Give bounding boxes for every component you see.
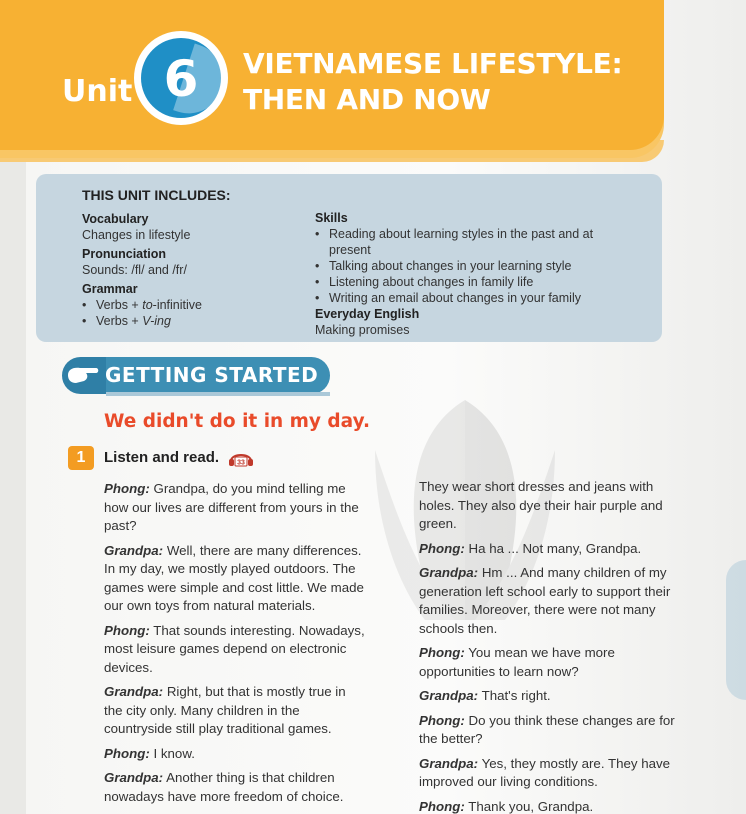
skills-label: Skills xyxy=(315,211,348,225)
dialogue-line: Phong: Thank you, Grandpa. xyxy=(419,798,594,814)
task-number-badge: 1 xyxy=(68,446,94,470)
unit-title xyxy=(243,46,622,118)
skills-item: • Talking about changes in your learning style xyxy=(315,258,615,274)
dialogue-line: Phong: That sounds interesting. Nowadays, most leisure games depend on electronic devices. xyxy=(104,622,365,675)
unit-word: Unit xyxy=(62,74,133,109)
dialogue-line: Grandpa: Hm ... And many children of my generation left school early to support their families. Moreover, there were not many schools then. xyxy=(419,565,671,636)
dialogue-line: Grandpa: Right, but that is mostly true in the city only. Many children in the countryside still play traditional games. xyxy=(104,684,346,736)
getting-started-label: GETTING STARTED xyxy=(105,363,319,387)
dialogue-line: Grandpa: That's right. xyxy=(419,688,551,703)
audio-track-icon[interactable] xyxy=(228,449,254,467)
vocabulary-section xyxy=(82,211,190,243)
includes-heading: THIS UNIT INCLUDES: xyxy=(82,187,231,203)
vocabulary-label: Vocabulary xyxy=(82,212,149,226)
everyday-english-label: Everyday English xyxy=(315,307,420,321)
skills-item: • Reading about learning styles in the past and at present xyxy=(315,226,615,258)
skills-item: • Writing an email about changes in your family xyxy=(315,290,615,306)
dialogue-line: Grandpa: Well, there are many differences. In my day, we mostly played outdoors. The games were simple and cost little. We made our own toys from natural materials. xyxy=(104,542,364,613)
grammar-section xyxy=(82,281,202,329)
dialogue-line: Grandpa: Yes, they mostly are. They have improved our living conditions. xyxy=(419,755,671,789)
grammar-item: • Verbs + V-ing xyxy=(82,313,202,329)
dialogue-line: Phong: Grandpa, do you mind telling me how our lives are different from yours in the past? xyxy=(104,481,359,533)
dialogue-line: They wear short dresses and jeans with holes. They also dye their hair purple and green. xyxy=(419,479,663,531)
dialogue-line: Phong: You mean we have more opportunities to learn now? xyxy=(419,645,615,679)
skills-section xyxy=(315,210,615,338)
grammar-item: • Verbs + to-infinitive xyxy=(82,297,202,313)
unit-number-badge xyxy=(134,31,228,125)
skills-item: • Listening about changes in family life xyxy=(315,274,615,290)
dialogue-right-column xyxy=(419,478,681,814)
audio-track-number: 33 xyxy=(237,459,245,467)
task-instruction: Listen and read. xyxy=(104,449,220,466)
grammar-label: Grammar xyxy=(82,282,138,296)
dialogue-line: Phong: Ha ha ... Not many, Grandpa. xyxy=(419,540,642,556)
pointing-hand-icon xyxy=(66,365,100,385)
dialogue-line: Grandpa: Another thing is that children nowadays have more freedom of choice. xyxy=(104,770,344,804)
dialogue-left-column xyxy=(104,480,366,812)
page-edge-decoration xyxy=(726,560,746,700)
dialogue-line: Phong: I know. xyxy=(104,745,195,761)
everyday-english-value: Making promises xyxy=(315,323,410,337)
getting-started-banner xyxy=(62,357,330,394)
lesson-subtitle: We didn't do it in my day. xyxy=(104,411,370,432)
unit-number: 6 xyxy=(141,38,221,118)
pronunciation-label: Pronunciation xyxy=(82,247,167,261)
pronunciation-value: Sounds: /fl/ and /fr/ xyxy=(82,263,187,277)
pronunciation-section xyxy=(82,246,187,278)
unit-title-line2: THEN AND NOW xyxy=(243,83,491,116)
vocabulary-value: Changes in lifestyle xyxy=(82,228,191,242)
getting-started-underline xyxy=(106,392,330,396)
dialogue-line: Phong: Do you think these changes are for the better? xyxy=(419,712,675,746)
unit-title-line1: VIETNAMESE LIFESTYLE: xyxy=(243,47,623,80)
